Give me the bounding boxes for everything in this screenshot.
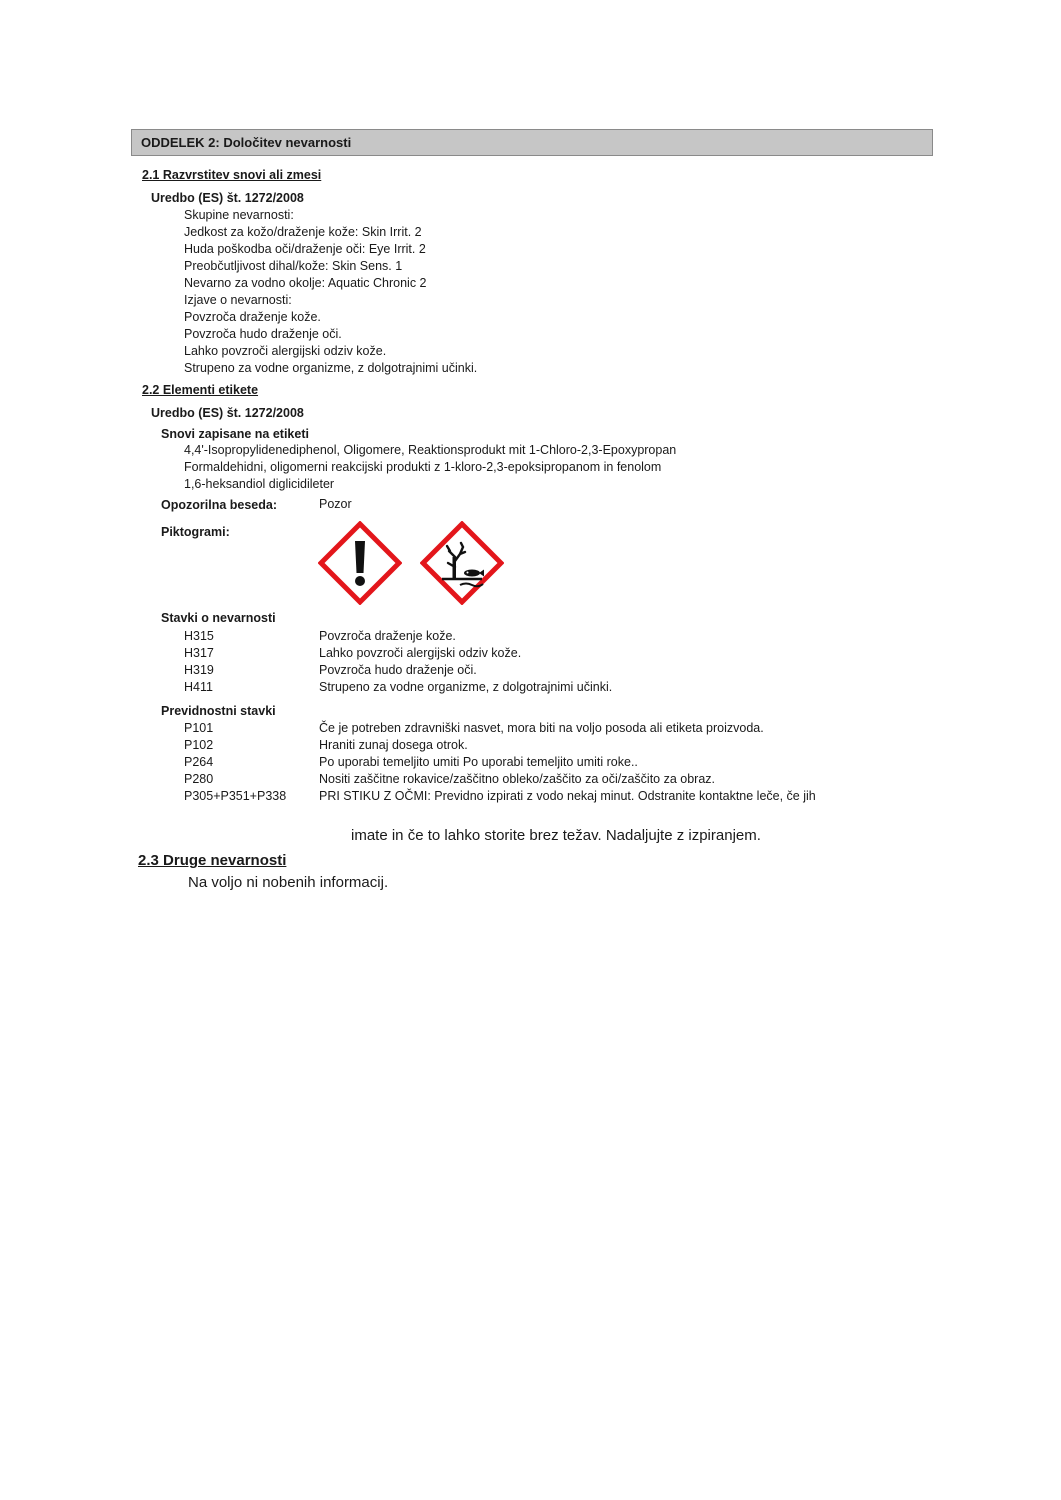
table-row bbox=[184, 662, 884, 679]
hazard-statements-table bbox=[184, 628, 884, 696]
table-row bbox=[184, 720, 884, 737]
statement-text: Hraniti zunaj dosega otrok. bbox=[319, 738, 468, 752]
table-row bbox=[184, 788, 884, 805]
list-item: Strupeno za vodne organizme, z dolgotrajnimi učinki. bbox=[184, 361, 478, 375]
heading-2-3: 2.3 Druge nevarnosti bbox=[138, 852, 287, 869]
statement-code: H319 bbox=[184, 663, 214, 677]
pictograms-label: Piktogrami: bbox=[161, 525, 230, 539]
list-item: Povzroča hudo draženje oči. bbox=[184, 327, 342, 341]
hazard-statements-heading: Stavki o nevarnosti bbox=[161, 611, 276, 625]
statement-text: Povzroča draženje kože. bbox=[319, 629, 456, 643]
heading-2-2: 2.2 Elementi etikete bbox=[142, 383, 259, 397]
statement-text: Nositi zaščitne rokavice/zaščitno obleko/zaščito za oči/zaščito za obraz. bbox=[319, 772, 716, 786]
statement-code: P305+P351+P338 bbox=[184, 789, 287, 803]
table-row bbox=[184, 679, 884, 696]
statement-code: P102 bbox=[184, 738, 214, 752]
list-item: Huda poškodba oči/draženje oči: Eye Irrit. 2 bbox=[184, 242, 426, 256]
table-row bbox=[184, 737, 884, 754]
statement-text: Po uporabi temeljito umiti Po uporabi temeljito umiti roke.. bbox=[319, 755, 638, 769]
statement-text: Povzroča hudo draženje oči. bbox=[319, 663, 477, 677]
statement-code: P101 bbox=[184, 721, 214, 735]
other-hazards-text: Na voljo ni nobenih informacij. bbox=[188, 874, 389, 891]
label-substances-heading: Snovi zapisane na etiketi bbox=[161, 427, 309, 441]
environment-hazard-icon bbox=[420, 521, 504, 605]
list-item: Lahko povzroči alergijski odziv kože. bbox=[184, 344, 387, 358]
list-item: Preobčutljivost dihal/kože: Skin Sens. 1 bbox=[184, 259, 403, 273]
precautionary-statements-table bbox=[184, 720, 884, 805]
statement-text: Strupeno za vodne organizme, z dolgotrajnimi učinki. bbox=[319, 680, 613, 694]
list-item: Nevarno za vodno okolje: Aquatic Chronic 2 bbox=[184, 276, 427, 290]
regulation-2-1: Uredbo (ES) št. 1272/2008 bbox=[151, 191, 304, 205]
heading-2-1: 2.1 Razvrstitev snovi ali zmesi bbox=[142, 168, 322, 182]
table-row bbox=[184, 771, 884, 788]
statement-text: Če je potreben zdravniški nasvet, mora biti na voljo posoda ali etiketa proizvoda. bbox=[319, 721, 764, 735]
regulation-2-2: Uredbo (ES) št. 1272/2008 bbox=[151, 406, 304, 420]
list-item: Skupine nevarnosti: bbox=[184, 208, 294, 222]
precautionary-statements-heading: Previdnostni stavki bbox=[161, 704, 276, 718]
list-item: 4,4'-Isopropylidenediphenol, Oligomere, Reaktionsprodukt mit 1-Chloro-2,3-Epoxypropan bbox=[184, 443, 677, 457]
signal-word-value: Pozor bbox=[319, 497, 352, 511]
label-substances-list bbox=[184, 442, 676, 493]
exclamation-mark-icon bbox=[318, 521, 402, 605]
list-item: 1,6-heksandiol diglicidileter bbox=[184, 477, 335, 491]
table-row bbox=[184, 754, 884, 771]
list-item: Jedkost za kožo/draženje kože: Skin Irrit. 2 bbox=[184, 225, 422, 239]
list-item: Povzroča draženje kože. bbox=[184, 310, 321, 324]
statement-code: H317 bbox=[184, 646, 214, 660]
list-item: Formaldehidni, oligomerni reakcijski produkti z 1-kloro-2,3-epoksipropanom in fenolom bbox=[184, 460, 662, 474]
statement-code: P280 bbox=[184, 772, 214, 786]
statement-code: H315 bbox=[184, 629, 214, 643]
section-title: ODDELEK 2: Določitev nevarnosti bbox=[131, 129, 933, 156]
signal-word-label: Opozorilna beseda: bbox=[161, 498, 277, 512]
list-item: Izjave o nevarnosti: bbox=[184, 293, 292, 307]
classification-list bbox=[184, 207, 477, 377]
statement-text: Lahko povzroči alergijski odziv kože. bbox=[319, 646, 522, 660]
statement-code: H411 bbox=[184, 680, 213, 694]
table-row bbox=[184, 645, 884, 662]
statement-code: P264 bbox=[184, 755, 214, 769]
statement-text: PRI STIKU Z OČMI: Previdno izpirati z vodo nekaj minut. Odstranite kontaktne leče, če jih bbox=[319, 789, 816, 803]
statement-continuation: imate in če to lahko storite brez težav. Nadaljujte z izpiranjem. bbox=[351, 827, 761, 844]
table-row bbox=[184, 628, 884, 645]
